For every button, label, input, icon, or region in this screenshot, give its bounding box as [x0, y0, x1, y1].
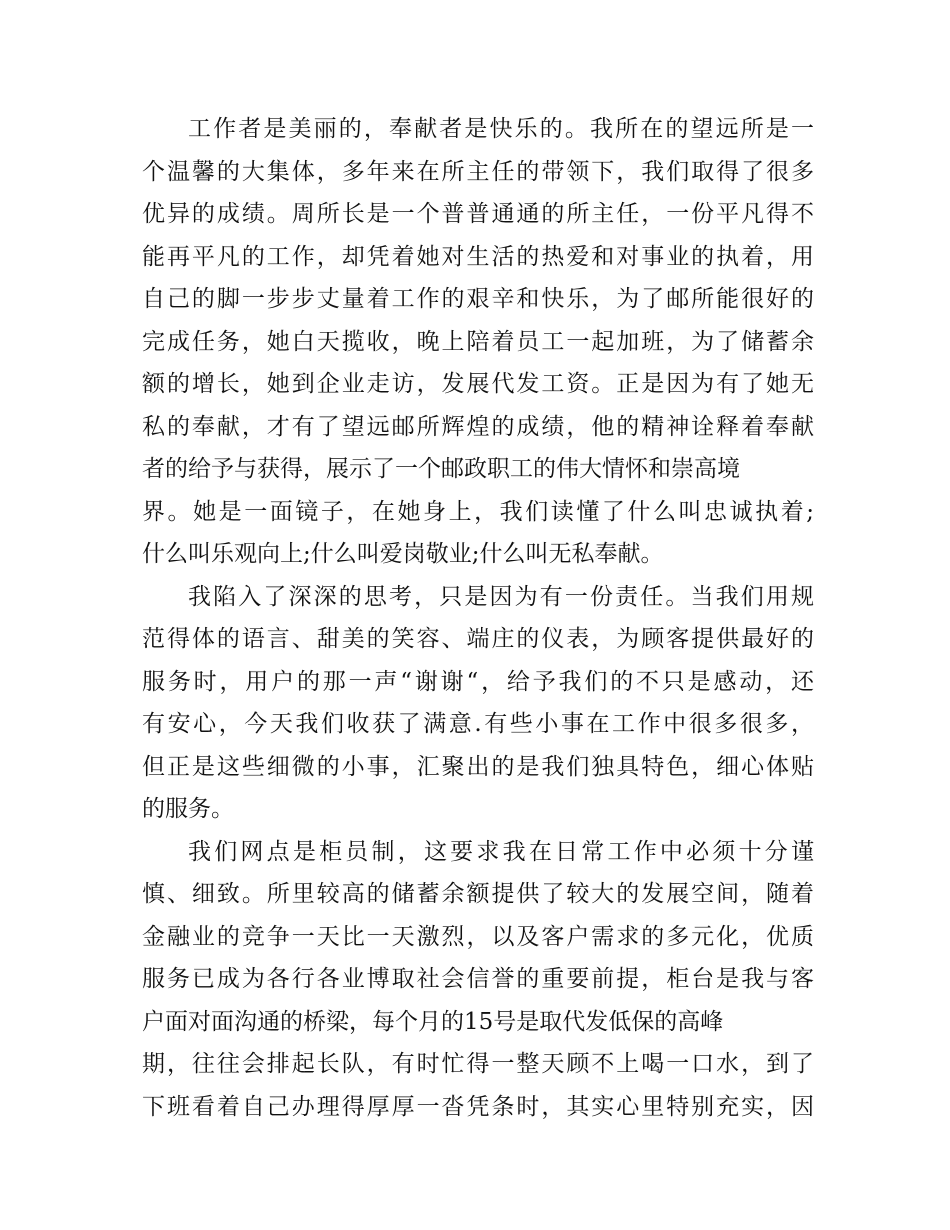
text-line: 界。她是一面镜子，在她身上，我们读懂了什么叫忠诚执着; — [142, 498, 814, 525]
text-line: 私的奉献，才有了望远邮所辉煌的成绩，他的精神诠释着奉献 — [142, 413, 814, 440]
paragraph-2 — [142, 576, 814, 831]
text-line: 慎、细致。所里较高的储蓄余额提供了较大的发展空间，随着 — [142, 881, 814, 907]
text-line: 金融业的竞争一天比一天激烈，以及客户需求的多元化，优质 — [142, 923, 814, 950]
text-line: 服务时，用户的那一声“谢谢“，给予我们的不只是感动，还 — [142, 668, 814, 695]
text-line: 期，往往会排起长队，有时忙得一整天顾不上喝一口水，到了 — [142, 1051, 814, 1077]
text-line: 服务已成为各行各业博取社会信誉的重要前提，柜台是我与客 — [142, 966, 814, 992]
text-line: 什么叫乐观向上;什么叫爱岗敬业;什么叫无私奉献。 — [142, 541, 664, 567]
text-line: 但正是这些细微的小事，汇聚出的是我们独具特色，细心体贴 — [142, 753, 814, 780]
text-line: 完成任务，她白天揽收，晚上陪着员工一起加班，为了储蓄余 — [142, 328, 814, 355]
text-line: 有安心，今天我们收获了满意.有些小事在工作中很多很多， — [142, 711, 814, 737]
text-line: 个温馨的大集体，多年来在所主任的带领下，我们取得了很多 — [142, 158, 814, 185]
text-line: 范得体的语言、甜美的笑容、端庄的仪表，为顾客提供最好的 — [142, 626, 814, 652]
document-page — [142, 108, 814, 1128]
text-line: 优异的成绩。周所长是一个普普通通的所主任，一份平凡得不 — [142, 201, 814, 227]
text-line: 我们网点是柜员制，这要求我在日常工作中必须十分谨 — [188, 838, 814, 865]
text-line: 下班看着自己办理得厚厚一沓凭条时，其实心里特别充实，因 — [142, 1093, 814, 1120]
text-line: 我陷入了深深的思考，只是因为有一份责任。当我们用规 — [188, 583, 814, 610]
paragraph-3 — [142, 831, 814, 1129]
text-line: 额的增长，她到企业走访，发展代发工资。正是因为有了她无 — [142, 371, 814, 397]
text-line: 户面对面沟通的桥梁，每个月的15号是取代发低保的高峰 — [142, 1008, 724, 1035]
text-line: 自己的脚一步步丈量着工作的艰辛和快乐，为了邮所能很好的 — [142, 286, 814, 312]
text-line: 者的给予与获得，展示了一个邮政职工的伟大情怀和崇高境 — [142, 456, 740, 482]
text-line: 能再平凡的工作，却凭着她对生活的热爱和对事业的执着，用 — [142, 243, 814, 270]
text-line: 工作者是美丽的，奉献者是快乐的。我所在的望远所是一 — [188, 116, 814, 142]
paragraph-1 — [142, 108, 814, 576]
text-line: 的服务。 — [142, 796, 234, 822]
